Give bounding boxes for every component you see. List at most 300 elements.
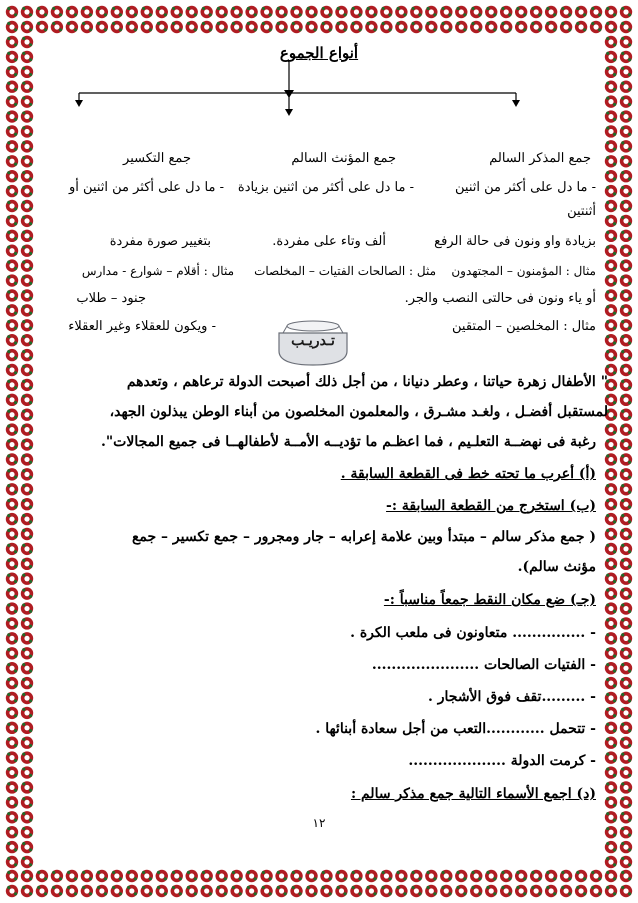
border-flower	[620, 423, 632, 435]
border-flower	[200, 6, 212, 18]
border-flower	[6, 423, 18, 435]
border-flower	[6, 319, 18, 331]
border-flower	[81, 885, 93, 897]
border-flower	[605, 274, 617, 286]
border-flower	[230, 21, 242, 33]
border-flower	[620, 81, 632, 93]
border-flower	[620, 155, 632, 167]
border-flower	[605, 170, 617, 182]
border-flower	[21, 558, 33, 570]
border-flower	[620, 722, 632, 734]
border-flower	[605, 289, 617, 301]
border-flower	[21, 692, 33, 704]
def-feminine: - ما دل على أكثر من اثنين بزيادة	[237, 180, 414, 195]
border-flower	[620, 885, 632, 897]
border-flower	[380, 885, 392, 897]
def-masculine-continued: أثنتين	[567, 204, 596, 219]
border-flower	[21, 349, 33, 361]
border-flower	[66, 6, 78, 18]
border-flower	[21, 781, 33, 793]
border-flower	[6, 885, 18, 897]
border-flower	[605, 245, 617, 257]
border-flower	[575, 21, 587, 33]
border-flower	[620, 707, 632, 719]
border-flower	[365, 6, 377, 18]
border-flower	[560, 870, 572, 882]
border-flower	[275, 885, 287, 897]
border-flower	[620, 110, 632, 122]
border-flower	[96, 885, 108, 897]
border-flower	[620, 781, 632, 793]
broken-note: - ويكون للعقلاء وغير العقلاء	[68, 319, 216, 334]
border-flower	[186, 6, 198, 18]
border-flower	[620, 140, 632, 152]
border-flower	[605, 125, 617, 137]
blank-item: - الفتيات الصالحات ......................	[371, 657, 596, 673]
border-flower	[605, 722, 617, 734]
border-flower	[6, 349, 18, 361]
passage-line-2: لمستقبل أفضـل ، ولغـد مشـرق ، والمعلمون المخلصون من أبناء الوطن يبذلون الجهد،	[109, 404, 608, 420]
border-flower	[620, 662, 632, 674]
border-flower	[620, 826, 632, 838]
question-b: (ب) استخرج من القطعة السابقة :-	[386, 498, 596, 514]
border-flower	[51, 21, 63, 33]
border-flower	[620, 528, 632, 540]
border-flower	[21, 543, 33, 555]
border-flower	[620, 6, 632, 18]
border-flower	[605, 110, 617, 122]
border-flower	[6, 6, 18, 18]
border-flower	[620, 513, 632, 525]
border-flower	[111, 21, 123, 33]
border-flower	[171, 21, 183, 33]
border-flower	[620, 334, 632, 346]
border-flower	[21, 170, 33, 182]
border-flower	[126, 870, 138, 882]
blank-item: - تتحمل ............التعب من أجل سعادة أبنائها .	[315, 721, 596, 737]
border-flower	[51, 870, 63, 882]
border-flower	[215, 885, 227, 897]
border-flower	[171, 885, 183, 897]
border-flower	[305, 885, 317, 897]
border-flower	[81, 870, 93, 882]
border-flower	[290, 6, 302, 18]
border-flower	[21, 245, 33, 257]
border-flower	[620, 796, 632, 808]
border-flower	[6, 364, 18, 376]
border-flower	[620, 51, 632, 63]
border-flower	[620, 259, 632, 271]
tree-diagram	[42, 36, 596, 146]
border-flower	[320, 6, 332, 18]
border-flower	[605, 528, 617, 540]
border-flower	[230, 6, 242, 18]
border-flower	[605, 423, 617, 435]
border-flower	[620, 737, 632, 749]
border-flower	[260, 21, 272, 33]
border-flower	[605, 438, 617, 450]
border-flower	[365, 21, 377, 33]
broken-extra: جنود – طلاب	[76, 291, 146, 306]
border-flower	[21, 856, 33, 868]
border-flower	[6, 692, 18, 704]
border-flower	[365, 870, 377, 882]
border-flower	[605, 677, 617, 689]
border-flower	[590, 21, 602, 33]
border-flower	[335, 21, 347, 33]
border-flower	[66, 21, 78, 33]
border-flower	[6, 751, 18, 763]
border-flower	[141, 21, 153, 33]
border-flower	[620, 617, 632, 629]
border-flower	[126, 6, 138, 18]
border-flower	[515, 6, 527, 18]
border-flower	[575, 6, 587, 18]
border-flower	[21, 51, 33, 63]
border-flower	[275, 870, 287, 882]
border-flower	[6, 453, 18, 465]
border-flower	[6, 289, 18, 301]
border-flower	[21, 155, 33, 167]
border-flower	[245, 885, 257, 897]
border-flower	[6, 274, 18, 286]
border-flower	[96, 6, 108, 18]
border-flower	[21, 617, 33, 629]
border-flower	[66, 885, 78, 897]
border-flower	[620, 170, 632, 182]
border-flower	[21, 573, 33, 585]
border-flower	[620, 692, 632, 704]
question-d: (د) اجمع الأسماء التالية جمع مذكر سالم :	[350, 786, 596, 802]
border-flower	[21, 21, 33, 33]
border-flower	[620, 364, 632, 376]
border-flower	[575, 885, 587, 897]
border-flower	[6, 558, 18, 570]
border-flower	[515, 870, 527, 882]
border-flower	[290, 21, 302, 33]
border-flower	[6, 95, 18, 107]
border-flower	[605, 319, 617, 331]
border-flower	[141, 885, 153, 897]
border-flower	[620, 349, 632, 361]
border-flower	[6, 21, 18, 33]
border-flower	[66, 870, 78, 882]
border-flower	[410, 885, 422, 897]
border-flower	[21, 870, 33, 882]
border-flower	[395, 21, 407, 33]
border-flower	[620, 379, 632, 391]
border-flower	[605, 766, 617, 778]
border-flower	[440, 885, 452, 897]
border-flower	[455, 870, 467, 882]
border-flower	[620, 632, 632, 644]
rule-feminine: ألف وتاء على مفردة.	[272, 234, 386, 249]
border-flower	[21, 259, 33, 271]
border-flower	[6, 200, 18, 212]
border-flower	[605, 215, 617, 227]
border-flower	[530, 21, 542, 33]
border-flower	[6, 796, 18, 808]
border-flower	[620, 125, 632, 137]
border-flower	[126, 885, 138, 897]
border-flower	[21, 722, 33, 734]
border-flower	[21, 513, 33, 525]
border-flower	[605, 304, 617, 316]
border-flower	[6, 573, 18, 585]
border-flower	[605, 662, 617, 674]
border-flower	[605, 155, 617, 167]
question-c: (جـ) ضع مكان النقط جمعاً مناسباً :-	[383, 592, 596, 608]
border-flower	[6, 856, 18, 868]
border-flower	[6, 125, 18, 137]
border-flower	[51, 885, 63, 897]
page-number: ١٢	[312, 816, 326, 830]
border-flower	[470, 885, 482, 897]
border-flower	[605, 647, 617, 659]
border-flower	[620, 677, 632, 689]
border-flower	[96, 21, 108, 33]
border-flower	[410, 870, 422, 882]
border-flower	[605, 513, 617, 525]
border-flower	[36, 6, 48, 18]
border-flower	[6, 528, 18, 540]
border-flower	[620, 587, 632, 599]
border-flower	[605, 453, 617, 465]
border-flower	[6, 587, 18, 599]
border-flower	[440, 870, 452, 882]
border-flower	[6, 185, 18, 197]
border-flower	[350, 21, 362, 33]
border-flower	[6, 245, 18, 257]
example-feminine: مثل : الصالحات الفتيات – المخلصات	[254, 264, 436, 278]
border-flower	[620, 95, 632, 107]
border-flower	[111, 885, 123, 897]
border-flower	[141, 870, 153, 882]
border-flower	[21, 766, 33, 778]
border-flower	[620, 215, 632, 227]
border-flower	[36, 885, 48, 897]
border-flower	[470, 6, 482, 18]
border-flower	[395, 885, 407, 897]
border-flower	[126, 21, 138, 33]
border-flower	[605, 885, 617, 897]
border-flower	[21, 394, 33, 406]
header-masculine: جمع المذكر السالم	[489, 151, 591, 166]
border-flower	[425, 21, 437, 33]
border-flower	[605, 737, 617, 749]
border-flower	[215, 21, 227, 33]
border-flower	[605, 870, 617, 882]
border-flower	[6, 334, 18, 346]
question-b-list-1: ( جمع مذكر سالم – مبتدأ وبين علامة إعرابه – جار ومجرور – جمع تكسير – جمع	[131, 529, 596, 545]
border-flower	[620, 647, 632, 659]
border-flower	[186, 870, 198, 882]
def-masculine: - ما دل على أكثر من اثنين	[455, 180, 596, 195]
border-flower	[395, 870, 407, 882]
border-flower	[245, 870, 257, 882]
border-flower	[620, 558, 632, 570]
border-flower	[620, 274, 632, 286]
border-flower	[21, 737, 33, 749]
worksheet-content	[42, 36, 608, 866]
border-flower	[620, 230, 632, 242]
blank-item: - ............... متعاونون فى ملعب الكرة .	[350, 625, 596, 641]
border-flower	[620, 185, 632, 197]
border-flower	[410, 21, 422, 33]
border-flower	[6, 781, 18, 793]
border-flower	[605, 259, 617, 271]
border-flower	[290, 870, 302, 882]
border-flower	[51, 6, 63, 18]
border-flower	[605, 66, 617, 78]
border-flower	[21, 662, 33, 674]
border-flower	[605, 200, 617, 212]
border-flower	[6, 513, 18, 525]
border-flower	[335, 870, 347, 882]
border-flower	[485, 870, 497, 882]
border-flower	[605, 587, 617, 599]
border-flower	[605, 334, 617, 346]
border-flower	[275, 21, 287, 33]
border-flower	[21, 36, 33, 48]
header-broken: جمع التكسير	[123, 151, 191, 166]
rule-broken: بتغيير صورة مفردة	[109, 234, 211, 249]
border-flower	[21, 885, 33, 897]
border-flower	[605, 692, 617, 704]
border-flower	[21, 587, 33, 599]
border-flower	[6, 543, 18, 555]
border-flower	[21, 423, 33, 435]
border-flower	[605, 707, 617, 719]
border-flower	[6, 230, 18, 242]
border-flower	[605, 95, 617, 107]
border-flower	[215, 870, 227, 882]
border-flower	[605, 6, 617, 18]
border-flower	[36, 21, 48, 33]
border-flower	[560, 21, 572, 33]
border-flower	[6, 811, 18, 823]
border-flower	[455, 885, 467, 897]
border-flower	[111, 870, 123, 882]
border-flower	[6, 51, 18, 63]
border-flower	[21, 304, 33, 316]
border-flower	[36, 870, 48, 882]
border-flower	[335, 6, 347, 18]
border-flower	[21, 319, 33, 331]
border-flower	[620, 602, 632, 614]
border-flower	[605, 230, 617, 242]
border-flower	[605, 468, 617, 480]
border-flower	[470, 21, 482, 33]
border-flower	[605, 826, 617, 838]
border-flower	[6, 870, 18, 882]
example-masculine: مثال : المؤمنون – المجتهدون	[451, 264, 596, 278]
border-flower	[6, 170, 18, 182]
border-flower	[6, 722, 18, 734]
border-flower	[620, 21, 632, 33]
border-flower	[6, 841, 18, 853]
border-flower	[171, 6, 183, 18]
border-flower	[500, 6, 512, 18]
border-flower	[500, 21, 512, 33]
border-flower	[350, 6, 362, 18]
border-flower	[21, 438, 33, 450]
border-flower	[605, 51, 617, 63]
border-flower	[605, 36, 617, 48]
border-flower	[530, 870, 542, 882]
border-flower	[21, 677, 33, 689]
border-flower	[605, 796, 617, 808]
border-flower	[260, 885, 272, 897]
border-flower	[21, 707, 33, 719]
border-flower	[545, 6, 557, 18]
border-flower	[620, 245, 632, 257]
border-flower	[620, 36, 632, 48]
border-flower	[186, 21, 198, 33]
border-flower	[21, 200, 33, 212]
masculine-extra: أو ياء ونون فى حالتى النصب والجر.	[404, 291, 596, 306]
border-flower	[21, 751, 33, 763]
border-flower	[260, 870, 272, 882]
border-flower	[6, 409, 18, 421]
border-flower	[6, 766, 18, 778]
border-flower	[530, 6, 542, 18]
border-flower	[605, 140, 617, 152]
border-flower	[620, 870, 632, 882]
border-flower	[21, 334, 33, 346]
border-flower	[395, 6, 407, 18]
border-flower	[6, 498, 18, 510]
border-flower	[6, 826, 18, 838]
border-flower	[6, 483, 18, 495]
page-title: أنواع الجموع	[279, 44, 359, 62]
def-broken: - ما دل على أكثر من اثنين أو	[69, 180, 224, 195]
border-flower	[620, 766, 632, 778]
passage-line-3: رغبة فى نهضــة التعلـيم ، فما اعظـم ما تؤديــه الأمــة لأطفالهــا فى جميع المجالات".	[100, 434, 596, 450]
border-flower	[21, 841, 33, 853]
border-flower	[620, 304, 632, 316]
border-flower	[215, 6, 227, 18]
border-flower	[605, 841, 617, 853]
border-flower	[21, 453, 33, 465]
border-flower	[21, 528, 33, 540]
border-flower	[500, 885, 512, 897]
border-flower	[455, 6, 467, 18]
border-flower	[230, 870, 242, 882]
border-flower	[81, 6, 93, 18]
border-flower	[200, 870, 212, 882]
border-flower	[21, 647, 33, 659]
border-flower	[605, 185, 617, 197]
border-flower	[21, 364, 33, 376]
border-flower	[200, 885, 212, 897]
border-flower	[21, 379, 33, 391]
border-flower	[485, 6, 497, 18]
border-flower	[6, 215, 18, 227]
example-broken: مثال : أقلام – شوارع - مدارس	[81, 264, 234, 278]
border-flower	[425, 6, 437, 18]
border-flower	[530, 885, 542, 897]
border-flower	[21, 602, 33, 614]
border-flower	[186, 885, 198, 897]
border-flower	[260, 6, 272, 18]
border-flower	[21, 95, 33, 107]
border-flower	[6, 140, 18, 152]
border-flower	[620, 319, 632, 331]
border-flower	[425, 885, 437, 897]
border-flower	[620, 811, 632, 823]
border-flower	[6, 632, 18, 644]
